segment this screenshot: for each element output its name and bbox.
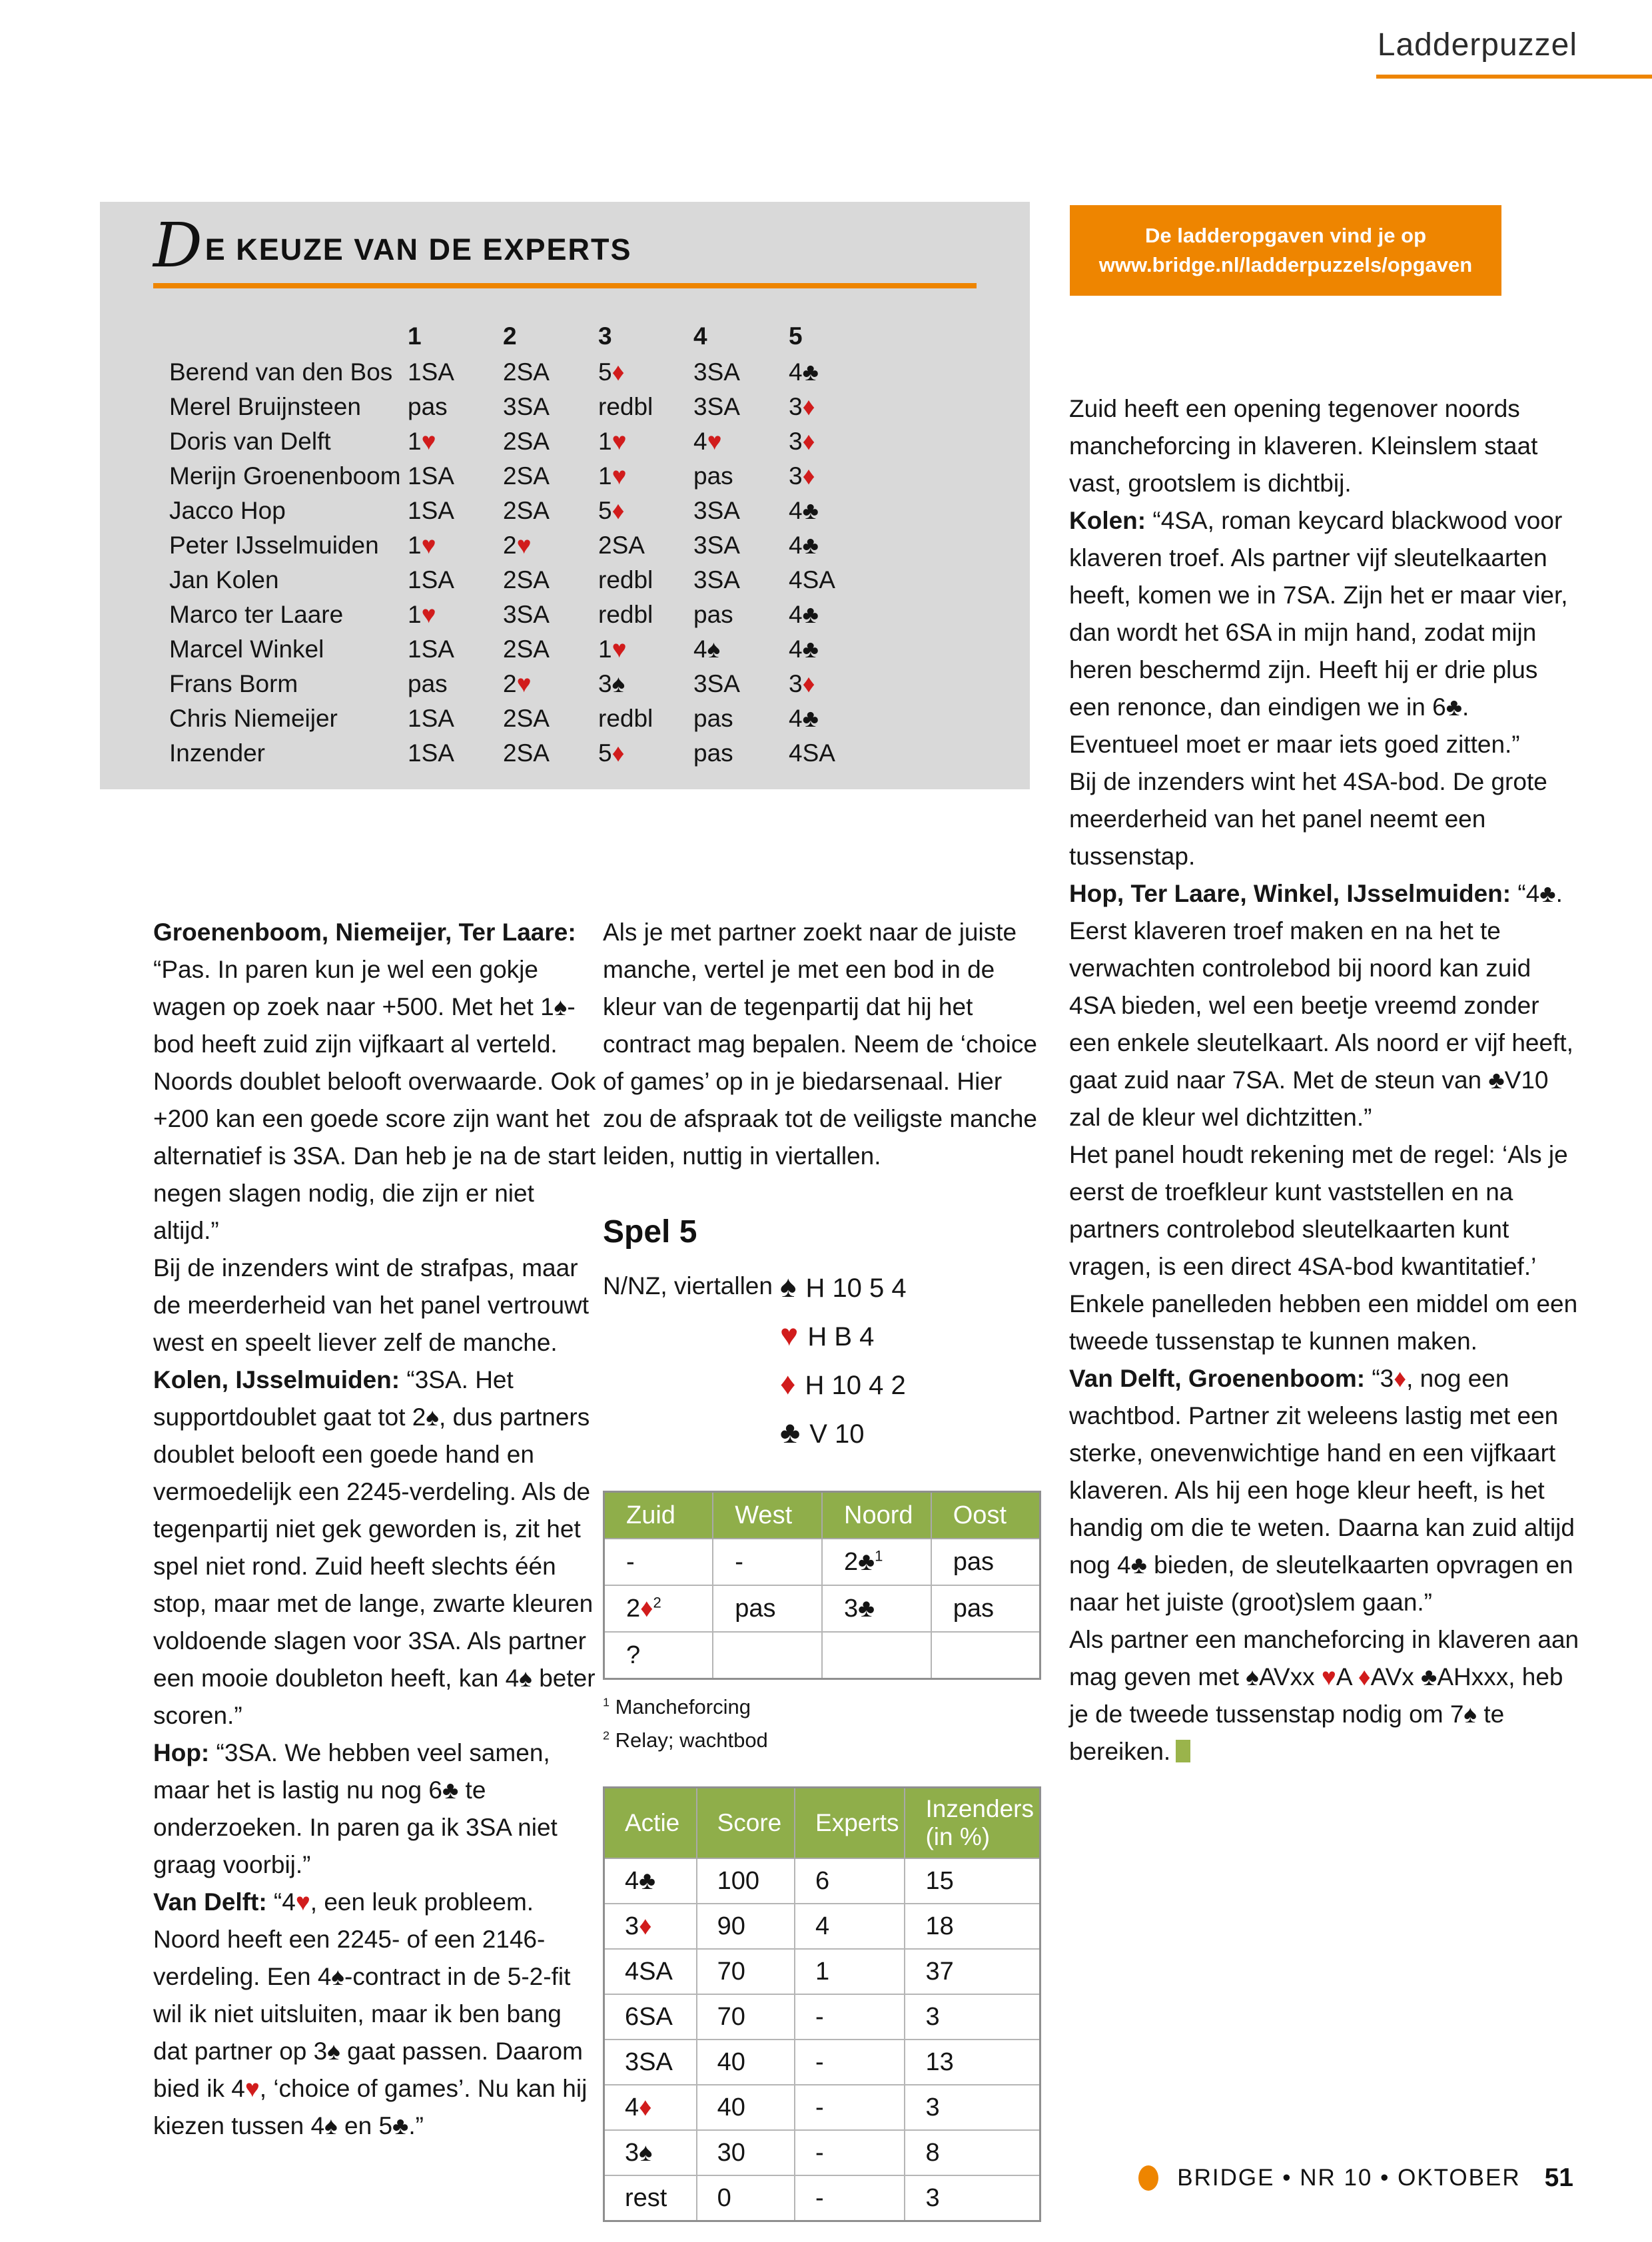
paragraph: Kolen, IJsselmuiden: “3SA. Het supportdoublet gaat tot 2♠, dus partners doublet belooft een goede hand en vermoedelijk een 2245-verdeling. Als de tegenpartij niet gek geworden is, zit het spel niet rond. Zuid heeft slechts één stop, maar met de lange, zwarte kleuren voldoende slagen voor 3SA. Als partner een mooie doubleton heeft, kan 4♠ beter scoren.”: [153, 1366, 596, 1729]
table-cell: -: [795, 2130, 905, 2175]
table-cell: 37: [905, 1949, 1040, 1994]
table-cell: [931, 1632, 1040, 1679]
table-row: [169, 424, 884, 459]
suit-icon: ♣: [780, 1415, 801, 1449]
experts-panel-rule: [153, 283, 977, 288]
hand-suit-line: [780, 1311, 907, 1360]
bid-cell: pas: [693, 462, 733, 490]
bid-cell: 3SA: [693, 532, 740, 559]
table-cell: 2♣$^1$: [822, 1539, 931, 1585]
table-cell: 0: [697, 2175, 795, 2221]
bid-cell: 4♠: [693, 635, 721, 663]
middle-intro: [603, 914, 1041, 1175]
expert-name: Merel Bruijnsteen: [169, 393, 361, 420]
table-row: [604, 1585, 1040, 1632]
page-section-title: Ladderpuzzel: [1377, 27, 1577, 63]
bid-cell: 4♣: [789, 358, 819, 386]
header-cell: Inzenders (in %): [905, 1788, 1040, 1859]
table-cell: 100: [697, 1858, 795, 1904]
bid-cell: 1SA: [408, 497, 454, 524]
table-cell: -: [713, 1539, 822, 1585]
table-cell: ?: [604, 1632, 713, 1679]
suit-icon: ♠: [780, 1269, 797, 1304]
table-row: [604, 2175, 1040, 2221]
bid-cell: 5♦: [598, 358, 625, 386]
table-cell: -: [795, 1994, 905, 2040]
table-cell: 70: [697, 1949, 795, 1994]
paragraph: Enkele panelleden hebben een middel om een tweede tussenstap te kunnen maken.: [1069, 1290, 1578, 1355]
bid-cell: 2SA: [503, 635, 550, 663]
expert-name: Merijn Groenenboom: [169, 462, 401, 490]
page-footer: [1138, 2163, 1573, 2193]
bid-cell: pas: [408, 393, 448, 420]
bid-cell: 2SA: [598, 532, 645, 559]
bid-cell: 3♦: [789, 462, 815, 490]
bid-cell: 1♥: [408, 532, 436, 559]
bid-cell: 1♥: [598, 428, 627, 455]
table-cell: 6SA: [604, 1994, 697, 2040]
header-cell: Score: [697, 1788, 795, 1859]
expert-name: Marcel Winkel: [169, 635, 324, 663]
bid-cell: 1♥: [408, 428, 436, 455]
table-cell: -: [795, 2085, 905, 2130]
bid-cell: 3SA: [503, 393, 550, 420]
table-row: [169, 632, 884, 667]
bid-cell: pas: [693, 601, 733, 628]
bid-cell: pas: [693, 705, 733, 732]
table-cell: 3: [905, 1994, 1040, 2040]
table-cell: 40: [697, 2040, 795, 2085]
table-cell: -: [795, 2040, 905, 2085]
bid-cell: 2SA: [503, 705, 550, 732]
dealer-vulnerability: N/NZ, viertallen: [603, 1272, 773, 1300]
suit-icon: ♥: [780, 1317, 799, 1352]
bid-cell: 2SA: [503, 497, 550, 524]
paragraph: Hop, Ter Laare, Winkel, IJsselmuiden: “4♣. Eerst klaveren troef maken en na het te verwachten controlebod bij noord kan zuid 4SA bieden, wel een beetje vreemd zonder een enkele sleutelkaart. Als noord er vijf heeft, gaat zuid naar 7SA. Met de steun van ♣V10 zal de kleur wel dichtzitten.”: [1069, 880, 1573, 1131]
header-cell: Oost: [931, 1492, 1040, 1539]
section-title-rule: [1376, 75, 1652, 79]
hand-cards: H 10 5 4: [805, 1274, 907, 1303]
table-cell: 2♦$^2$: [604, 1585, 713, 1632]
bid-cell: 1SA: [408, 566, 454, 593]
bid-cell: 3SA: [693, 358, 740, 386]
hand-cards: H B 4: [807, 1322, 875, 1351]
bid-cell: 3SA: [693, 670, 740, 697]
footer-dot-icon: [1138, 2165, 1158, 2191]
paragraph: Als partner een mancheforcing in klaveren aan mag geven met ♠AVxx ♥A ♦AVx ♣AHxxx, heb je de tweede tussenstap nodig om 7♠ te bereiken.: [1069, 1626, 1579, 1765]
north-hand: [780, 1263, 907, 1457]
bid-cell: 1SA: [408, 358, 454, 386]
bid-cell: 5♦: [598, 497, 625, 524]
bid-cell: 4♣: [789, 705, 819, 732]
round-number: 3: [598, 322, 612, 350]
bidding-footnotes: [603, 1690, 1041, 1757]
bid-cell: 1SA: [408, 705, 454, 732]
table-cell: rest: [604, 2175, 697, 2221]
table-row: [169, 528, 884, 563]
bid-cell: 2SA: [503, 358, 550, 386]
bidding-table: [603, 1491, 1041, 1680]
table-cell: -: [604, 1539, 713, 1585]
suit-icon: ♦: [780, 1366, 796, 1401]
paragraph: Bij de inzenders wint de strafpas, maar de meerderheid van het panel vertrouwt west en speelt liever zelf de manche.: [153, 1254, 590, 1356]
table-cell: 4♣: [604, 1858, 697, 1904]
table-cell: 30: [697, 2130, 795, 2175]
expert-name: Doris van Delft: [169, 428, 331, 455]
deal-block: [603, 1263, 1041, 1457]
bid-cell: 3SA: [693, 566, 740, 593]
text-column-right: [1069, 390, 1579, 1770]
expert-name: Peter IJsselmuiden: [169, 532, 379, 559]
table-cell: -: [795, 2175, 905, 2221]
footer-magazine-info: BRIDGE • NR 10 • OKTOBER: [1177, 2165, 1521, 2191]
table-cell: 18: [905, 1904, 1040, 1949]
table-cell: 4SA: [604, 1949, 697, 1994]
bid-cell: 2SA: [503, 566, 550, 593]
table-cell: 6: [795, 1858, 905, 1904]
speaker-name: Van Delft, Groenenboom:: [1069, 1365, 1366, 1392]
table-cell: 1: [795, 1949, 905, 1994]
paragraph: Van Delft, Groenenboom: “3♦, nog een wachtbod. Partner zit weleens lastig met een sterke, onevenwichtige hand en een vijfkaart klaveren. Als hij een hoge kleur heeft, is het handig om die te weten. Daarna kan zuid altijd nog 4♣ bieden, de sleutelkaarten opvragen en naar het juiste (groot)slem gaan.”: [1069, 1365, 1575, 1616]
table-cell: 4♦: [604, 2085, 697, 2130]
decorative-initial: D: [153, 210, 204, 281]
experts-panel-title-text: E KEUZE VAN DE EXPERTS: [205, 232, 632, 266]
table-cell: 4: [795, 1904, 905, 1949]
bid-cell: 2SA: [503, 462, 550, 490]
footnote: $^1$ Mancheforcing: [603, 1695, 751, 1718]
bid-cell: 3SA: [503, 601, 550, 628]
table-cell: 40: [697, 2085, 795, 2130]
expert-name: Marco ter Laare: [169, 601, 344, 628]
bid-cell: 4♣: [789, 497, 819, 524]
header-cell: Experts: [795, 1788, 905, 1859]
table-header-row: [169, 318, 884, 355]
bid-cell: redbl: [598, 601, 653, 628]
speaker-name: Kolen, IJsselmuiden:: [153, 1366, 400, 1393]
expert-name: Chris Niemeijer: [169, 705, 338, 732]
deal-title: Spel 5: [603, 1214, 697, 1250]
bid-cell: redbl: [598, 566, 653, 593]
speaker-name: Hop, Ter Laare, Winkel, IJsselmuiden:: [1069, 880, 1511, 907]
footnote: $^2$ Relay; wachtbod: [603, 1728, 768, 1752]
bid-cell: 2♥: [503, 532, 532, 559]
bid-cell: 4♣: [789, 635, 819, 663]
table-cell: 3♣: [822, 1585, 931, 1632]
header-cell: West: [713, 1492, 822, 1539]
table-row: [604, 1994, 1040, 2040]
expert-name: Frans Borm: [169, 670, 298, 697]
bid-cell: 3♦: [789, 428, 815, 455]
table-cell: 3♦: [604, 1904, 697, 1949]
table-cell: [822, 1632, 931, 1679]
expert-name: Jacco Hop: [169, 497, 286, 524]
table-row: [169, 701, 884, 736]
header-cell: Noord: [822, 1492, 931, 1539]
table-header-row: [604, 1788, 1040, 1859]
text-column-middle: [603, 914, 1041, 2222]
paragraph: Kolen: “4SA, roman keycard blackwood voor klaveren troef. Als partner vijf sleutelkaarten heeft, komen we in 7SA. Zijn het er maar vier, dan wordt het 6SA in mijn hand, zodat mijn heren beschermd zijn. Heeft hij er drie plus een renonce, dan eindigen we in 6♣. Eventueel moet er maar iets goed zitten.”: [1069, 507, 1568, 758]
bid-cell: 5♦: [598, 739, 625, 767]
bid-cell: 2SA: [503, 739, 550, 767]
table-cell: 90: [697, 1904, 795, 1949]
table-row: [169, 459, 884, 494]
table-row: [604, 2085, 1040, 2130]
experts-panel-title: [153, 210, 977, 281]
table-cell: 3♠: [604, 2130, 697, 2175]
text-column-left: [153, 914, 597, 2145]
bid-cell: 1SA: [408, 739, 454, 767]
experts-bids-table: [169, 318, 884, 771]
paragraph: Als je met partner zoekt naar de juiste manche, vertel je met een bod in de kleur van de tegenpartij dat hij het contract mag bepalen. Neem de ‘choice of games’ op in je biedarsenaal. Hier zou de afspraak tot de veiligste manche leiden, nuttig in viertallen.: [603, 919, 1037, 1170]
bid-cell: redbl: [598, 705, 653, 732]
table-cell: 15: [905, 1858, 1040, 1904]
speaker-name: Groenenboom, Niemeijer, Ter Laare:: [153, 919, 576, 946]
table-row: [169, 494, 884, 528]
round-number: 5: [789, 322, 803, 350]
hand-cards: V 10: [809, 1419, 865, 1449]
table-row: [604, 1632, 1040, 1679]
hand-suit-line: [780, 1360, 907, 1409]
hand-suit-line: [780, 1409, 907, 1457]
header-cell: Actie: [604, 1788, 697, 1859]
table-cell: 3SA: [604, 2040, 697, 2085]
table-cell: pas: [931, 1585, 1040, 1632]
ladder-info-box: [1070, 205, 1501, 296]
table-header-row: [604, 1492, 1040, 1539]
header-cell: Zuid: [604, 1492, 713, 1539]
bid-cell: 3♦: [789, 393, 815, 420]
bid-cell: 3SA: [693, 393, 740, 420]
table-row: [604, 1539, 1040, 1585]
bid-cell: 1♥: [598, 635, 627, 663]
hand-cards: H 10 4 2: [805, 1371, 906, 1400]
bid-cell: pas: [693, 739, 733, 767]
bid-cell: redbl: [598, 393, 653, 420]
bid-cell: 2SA: [503, 428, 550, 455]
table-row: [169, 597, 884, 632]
bid-cell: 1♥: [598, 462, 627, 490]
paragraph: Van Delft: “4♥, een leuk probleem. Noord heeft een 2245- of een 2146-verdeling. Een 4♠-contract in de 5-2-fit wil ik niet uitsluiten, maar ik ben bang dat partner op 3♠ gaat passen. Daarom bied ik 4♥, ‘choice of games’. Nu kan hij kiezen tussen 4♠ en 5♣.”: [153, 1888, 588, 2139]
page-number: 51: [1544, 2163, 1573, 2192]
table-cell: pas: [713, 1585, 822, 1632]
paragraph: Bij de inzenders wint het 4SA-bod. De grote meerderheid van het panel neemt een tussenstap.: [1069, 768, 1547, 870]
bid-cell: 3♠: [598, 670, 625, 697]
table-row: [169, 736, 884, 771]
expert-name: Inzender: [169, 739, 265, 767]
table-row: [604, 2040, 1040, 2085]
bid-cell: 1SA: [408, 462, 454, 490]
expert-name: Jan Kolen: [169, 566, 279, 593]
bid-cell: 3♦: [789, 670, 815, 697]
bid-cell: 2♥: [503, 670, 532, 697]
table-cell: [713, 1632, 822, 1679]
round-number: 2: [503, 322, 517, 350]
table-cell: 70: [697, 1994, 795, 2040]
paragraph: Zuid heeft een opening tegenover noords mancheforcing in klaveren. Kleinslem staat vast, grootslem is dichtbij.: [1069, 395, 1538, 497]
bid-cell: 4♣: [789, 532, 819, 559]
hand-suit-line: [780, 1263, 907, 1311]
table-row: [169, 667, 884, 701]
expert-name: Berend van den Bos: [169, 358, 393, 386]
experts-panel: [100, 202, 1030, 789]
bid-cell: 1♥: [408, 601, 436, 628]
end-of-article-marker: [1176, 1740, 1190, 1762]
paragraph: Groenenboom, Niemeijer, Ter Laare: “Pas. In paren kun je wel een gokje wagen op zoek naar +500. Met het 1♠-bod heeft zuid zijn vijfkaart al verteld. Noords doublet belooft overwaarde. Ook +200 kan een goede score zijn want het alternatief is 3SA. Dan heb je na de start negen slagen nodig, die zijn er niet altijd.”: [153, 919, 596, 1244]
table-row: [169, 563, 884, 597]
bid-cell: 3SA: [693, 497, 740, 524]
bid-cell: 4SA: [789, 739, 835, 767]
table-row: [604, 1949, 1040, 1994]
bid-cell: pas: [408, 670, 448, 697]
speaker-name: Kolen:: [1069, 507, 1146, 534]
table-row: [604, 1858, 1040, 1904]
info-box-line1: De ladderopgaven vind je op: [1144, 224, 1427, 247]
table-row: [604, 2130, 1040, 2175]
bid-cell: 1SA: [408, 635, 454, 663]
paragraph: Hop: “3SA. We hebben veel samen, maar het is lastig nu nog 6♣ te onderzoeken. In paren ga ik 3SA niet graag voorbij.”: [153, 1739, 558, 1878]
paragraph: Het panel houdt rekening met de regel: ‘Als je eerst de troefkleur kunt vaststellen en na partners controlebod sleutelkaarten kunt vragen, is een direct 4SA-bod kwantitatief.’: [1069, 1141, 1568, 1280]
table-row: [169, 355, 884, 390]
bid-cell: 4♣: [789, 601, 819, 628]
round-number: 1: [408, 322, 422, 350]
table-cell: 3: [905, 2085, 1040, 2130]
header-cell: [169, 318, 408, 355]
info-box-url: www.bridge.nl/ladderpuzzels/opgaven: [1098, 253, 1473, 276]
table-row: [169, 390, 884, 424]
score-table: [603, 1786, 1041, 2222]
table-cell: 13: [905, 2040, 1040, 2085]
table-cell: 8: [905, 2130, 1040, 2175]
table-row: [604, 1904, 1040, 1949]
speaker-name: Hop:: [153, 1739, 210, 1766]
bid-cell: 4♥: [693, 428, 722, 455]
table-cell: pas: [931, 1539, 1040, 1585]
speaker-name: Van Delft:: [153, 1888, 267, 1916]
table-cell: 3: [905, 2175, 1040, 2221]
bid-cell: 4SA: [789, 566, 835, 593]
round-number: 4: [693, 322, 707, 350]
